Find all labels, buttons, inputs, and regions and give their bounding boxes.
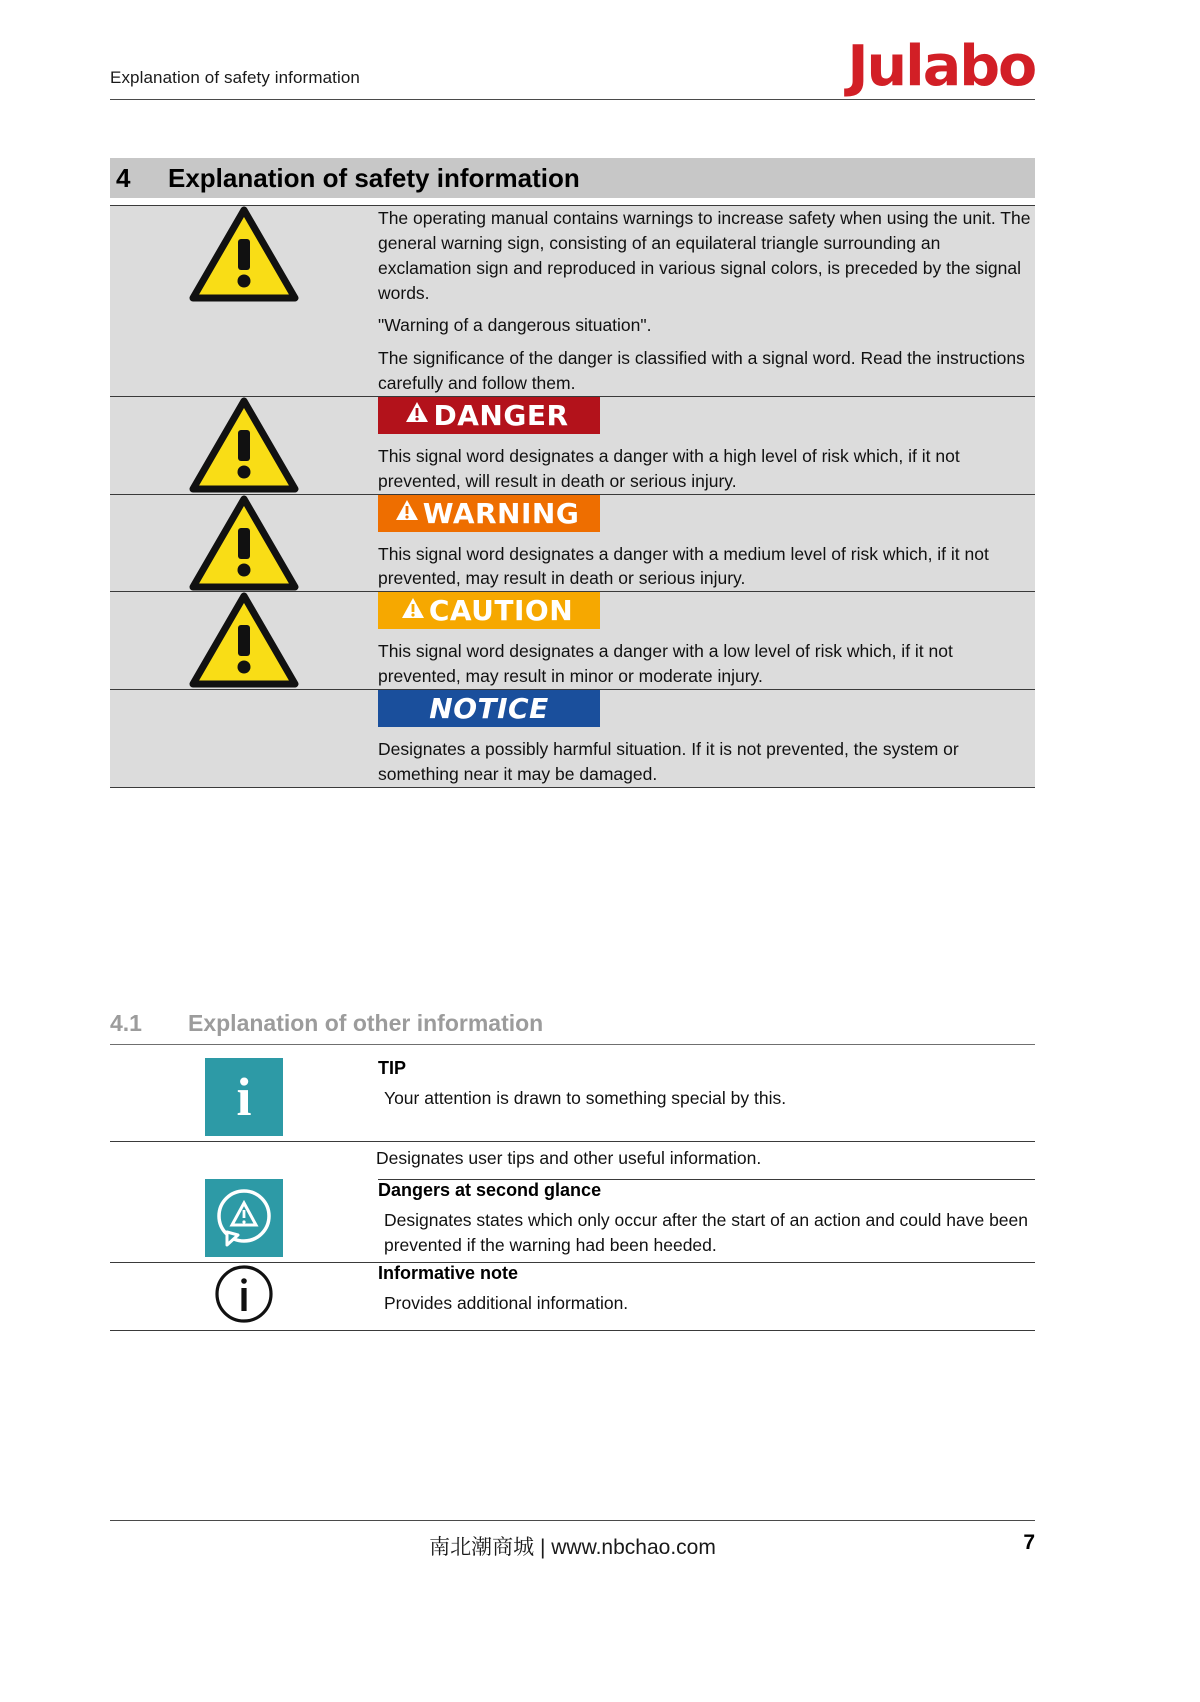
- table-row: [110, 592, 1035, 690]
- table-row: [110, 206, 1035, 397]
- warning-banner: [378, 495, 600, 532]
- notice-label: NOTICE: [429, 691, 549, 725]
- safety-information-table: [110, 205, 1035, 788]
- caution-label: CAUTION: [428, 594, 574, 628]
- tip-icon-cell: [110, 1058, 378, 1142]
- header-title: Explanation of safety information: [110, 68, 360, 87]
- page-header: [110, 34, 1035, 100]
- page-number: 7: [1023, 1531, 1035, 1554]
- warning-triangle-icon: [189, 397, 299, 493]
- subchapter-title: Explanation of other information: [188, 1010, 544, 1036]
- warning-triangle-icon-cell: [110, 206, 378, 397]
- notice-cell: [378, 689, 1035, 787]
- notice-banner: [378, 690, 600, 727]
- warning-triangle-icon: [189, 592, 299, 688]
- empty-icon-cell: [110, 689, 378, 787]
- spacer-cell: [110, 1142, 378, 1180]
- second-glance-body: Designates states which only occur after the start of an action and could have been prevented if the warning had been heeded.: [384, 1209, 1028, 1255]
- info-i-icon: [205, 1058, 283, 1136]
- tip-title: TIP: [378, 1058, 407, 1078]
- other-information-table: [110, 1058, 1035, 1331]
- warning-cell: [378, 494, 1035, 592]
- subchapter-number: 4.1: [110, 1010, 142, 1036]
- danger-label: DANGER: [433, 398, 569, 432]
- second-glance-text-cell: [378, 1179, 1035, 1263]
- warning-triangle-icon-cell: [110, 396, 378, 494]
- banner-triangle-icon: [401, 596, 425, 624]
- intro-paragraph-2: "Warning of a dangerous situation".: [378, 315, 652, 336]
- warning-triangle-icon: [189, 206, 299, 302]
- caution-cell: [378, 592, 1035, 690]
- table-row: [110, 1263, 1035, 1331]
- danger-banner: [378, 397, 600, 434]
- julabo-logo: Julabo: [847, 34, 1035, 100]
- table-row: [110, 1179, 1035, 1263]
- banner-triangle-icon: [395, 498, 419, 526]
- chapter-heading: [110, 158, 1035, 198]
- second-glance-icon-cell: [110, 1179, 378, 1263]
- tip-line-2: Designates user tips and other useful information.: [376, 1148, 762, 1168]
- notice-description: Designates a possibly harmful situation. If it is not prevented, the system or something near it may be damaged.: [378, 738, 959, 784]
- danger-second-glance-icon: [205, 1179, 283, 1257]
- caution-banner: [378, 592, 600, 629]
- warning-description: This signal word designates a danger with a medium level of risk which, if it not prevented, may result in death or serious injury.: [378, 543, 989, 589]
- warning-triangle-icon-cell: [110, 494, 378, 592]
- caution-description: This signal word designates a danger with a low level of risk which, if it not prevented, may result in minor or moderate injury.: [378, 641, 953, 687]
- footer-text: 南北潮商城 | www.nbchao.com: [429, 1536, 716, 1559]
- table-row: [110, 689, 1035, 787]
- second-glance-glyph: [205, 1179, 283, 1257]
- intro-paragraph-1: The operating manual contains warnings to increase safety when using the unit. The general warning sign, consisting of an equilateral triangle surrounding an exclamation sign and reproduced in various signal colors, is preceded by the signal words.: [378, 208, 1031, 303]
- second-glance-title: Dangers at second glance: [378, 1179, 602, 1200]
- tip-note-cell: [378, 1142, 1035, 1180]
- danger-cell: [378, 396, 1035, 494]
- chapter-number: 4: [116, 162, 131, 193]
- danger-description: This signal word designates a danger with a high level of risk which, if it not prevented, will result in death or serious injury.: [378, 445, 960, 491]
- circled-i-icon: [213, 1263, 275, 1325]
- warning-label: WARNING: [422, 496, 580, 530]
- table-row: [110, 494, 1035, 592]
- chapter-title: Explanation of safety information: [168, 162, 580, 193]
- informative-note-icon-cell: [110, 1263, 378, 1331]
- table-row: [110, 396, 1035, 494]
- intro-paragraph-3: The significance of the danger is classified with a signal word. Read the instructions carefully and follow them.: [378, 348, 1025, 394]
- informative-note-body: Provides additional information.: [384, 1293, 629, 1314]
- informative-note-text-cell: [378, 1263, 1035, 1331]
- subchapter-heading: [110, 1010, 1035, 1045]
- info-i-glyph: i: [236, 1067, 252, 1127]
- page-footer: [110, 1520, 1035, 1561]
- tip-line-1: Your attention is drawn to something special by this.: [384, 1088, 787, 1108]
- warning-triangle-icon: [189, 495, 299, 591]
- intro-text-cell: [378, 206, 1035, 397]
- informative-note-title: Informative note: [378, 1263, 519, 1284]
- table-row: [110, 1142, 1035, 1180]
- table-row: [110, 1058, 1035, 1142]
- warning-triangle-icon-cell: [110, 592, 378, 690]
- banner-triangle-icon: [405, 400, 429, 428]
- tip-text-cell: [378, 1058, 1035, 1142]
